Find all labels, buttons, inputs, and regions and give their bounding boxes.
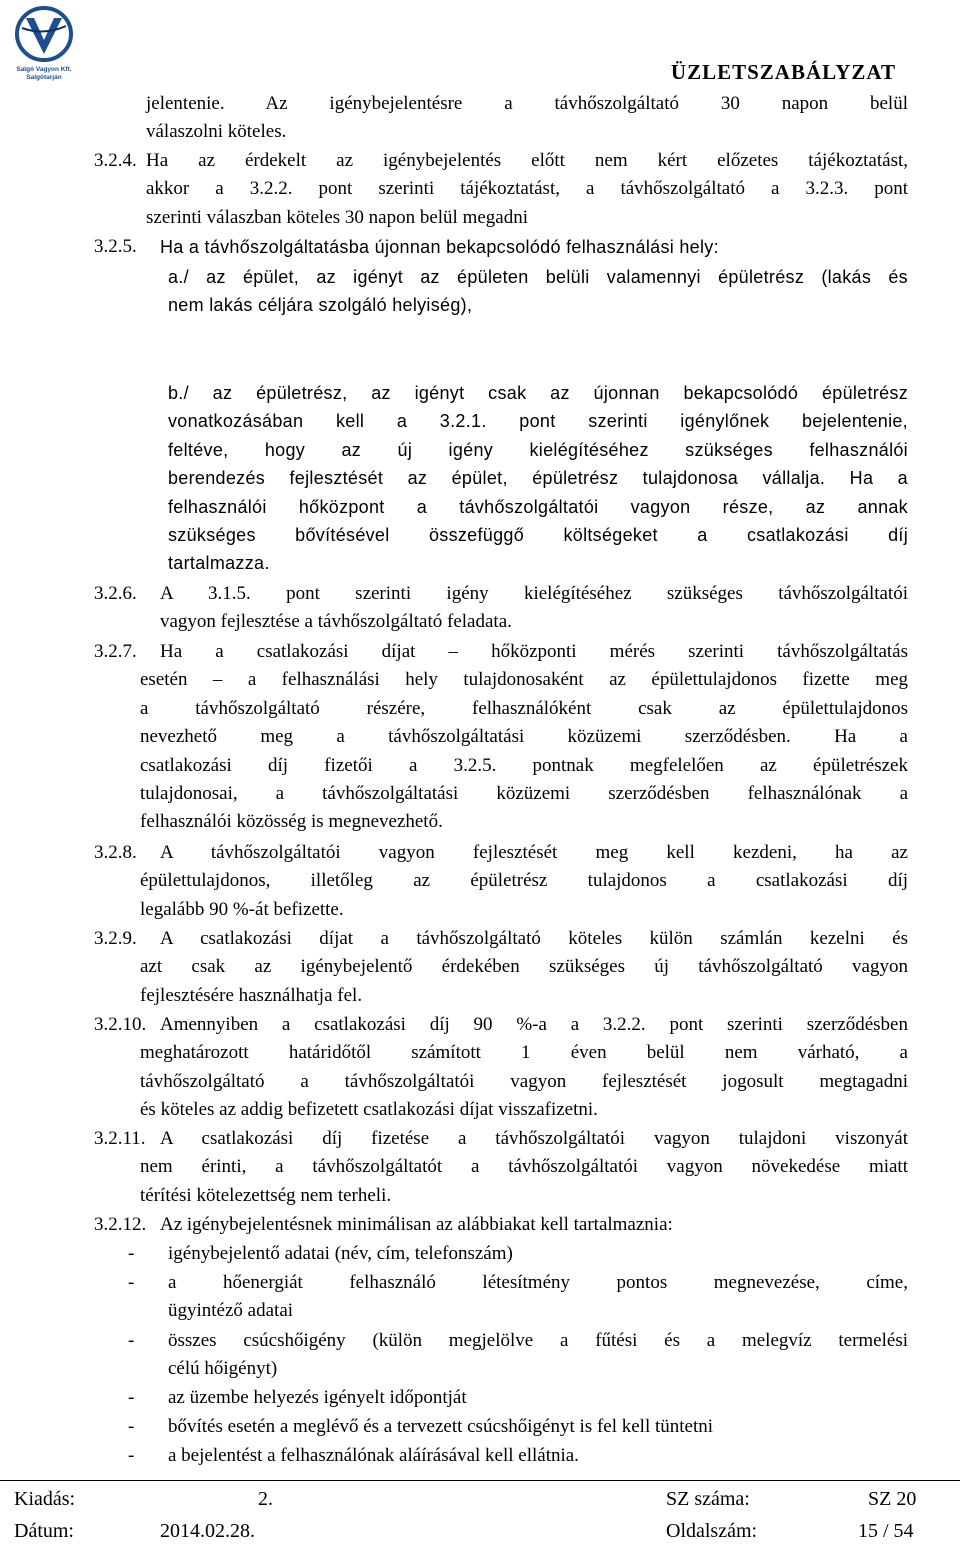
paragraph-continuation	[146, 90, 908, 147]
text-line: nevezhető meg a távhőszolgáltatási közüzemi szerződésben. Ha a	[140, 726, 908, 748]
item-a	[168, 263, 908, 320]
section-3-2-11	[140, 1125, 908, 1210]
text-line: legalább 90 %-át befizette.	[140, 898, 344, 920]
section-number: 3.2.10.	[94, 1014, 147, 1035]
text-line: távhőszolgáltató a távhőszolgáltatói vagyon fejlesztését jogosult megtagadni	[140, 1070, 908, 1092]
text-line: tartalmazza.	[168, 553, 270, 574]
footer-divider	[0, 1480, 960, 1481]
text-line: meghatározott határidőtől számított 1 éven belül nem várható, a	[140, 1042, 908, 1064]
section-3-2-7	[140, 638, 908, 837]
list-item	[168, 1327, 908, 1384]
list-dash: -	[128, 1330, 135, 1351]
v-logo-icon	[14, 6, 74, 64]
text-line: nem érinti, a távhőszolgáltatót a távhőszolgáltatói vagyon növekedése miatt	[140, 1156, 908, 1178]
text-line: A csatlakozási díjat a távhőszolgáltató köteles külön számlán kezelni és	[160, 928, 908, 949]
text-line: a bejelentést a felhasználónak aláírásával kell ellátnia.	[168, 1445, 579, 1466]
footer-sz-value: SZ 20	[868, 1488, 917, 1510]
text-line: vonatkozásában kell a 3.2.1. pont szerinti igénylőnek bejelentenie,	[168, 411, 908, 432]
text-line: nem lakás céljára szolgáló helyiség),	[168, 295, 473, 316]
section-3-2-6	[160, 580, 908, 637]
text-line: jelentenie. Az igénybejelentésre a távhőszolgáltató 30 napon belül	[146, 93, 908, 114]
section-number: 3.2.8.	[94, 842, 137, 863]
list-item	[168, 1442, 908, 1470]
text-line: berendezés fejlesztését az épület, épületrész tulajdonosa vállalja. Ha a	[168, 468, 908, 489]
list-dash: -	[128, 1272, 135, 1293]
list-dash: -	[128, 1445, 135, 1466]
section-number: 3.2.6.	[94, 583, 137, 604]
text-line: szükséges bővítésével összefüggő költségeket a csatlakozási díj	[168, 524, 908, 545]
document-title: ÜZLETSZABÁLYZAT	[670, 60, 896, 84]
text-line: Ha a csatlakozási díjat – hőközponti mérés szerinti távhőszolgáltatás	[160, 641, 908, 662]
list-dash: -	[128, 1416, 135, 1437]
text-line: csatlakozási díj fizetői a 3.2.5. pontnak megfelelően az épületrészek	[140, 754, 908, 776]
text-line: fejlesztésére használhatja fel.	[140, 984, 363, 1006]
text-line: feltéve, hogy az új igény kielégítéséhez szükséges felhasználói	[168, 439, 908, 460]
section-3-2-5	[160, 233, 908, 261]
text-line: A távhőszolgáltatói vagyon fejlesztését meg kell kezdeni, ha az	[160, 842, 908, 863]
section-3-2-9	[140, 925, 908, 1010]
text-line: a távhőszolgáltató részére, felhasználóként csak az épülettulajdonos	[140, 697, 908, 719]
list-item	[168, 1240, 908, 1268]
section-number: 3.2.9.	[94, 928, 137, 949]
section-3-2-8	[140, 839, 908, 924]
text-line: azt csak az igénybejelentő érdekében szükséges új távhőszolgáltató vagyon	[140, 956, 908, 978]
list-dash: -	[128, 1243, 135, 1264]
list-item	[168, 1384, 908, 1412]
section-number: 3.2.12.	[94, 1214, 147, 1235]
section-number: 3.2.11.	[94, 1128, 146, 1149]
text-line: épülettulajdonos, illetőleg az épületrész tulajdonos a csatlakozási díj	[140, 870, 908, 892]
text-line: a./ az épület, az igényt az épületen belüli valamennyi épületrész (lakás és	[168, 267, 908, 287]
text-line: A 3.1.5. pont szerinti igény kielégítéséhez szükséges távhőszolgáltatói	[160, 583, 908, 604]
text-line: Ha az érdekelt az igénybejelentés előtt nem kért előzetes tájékoztatást,	[146, 150, 908, 171]
company-logo	[6, 6, 82, 84]
footer-sz-label: SZ száma:	[666, 1488, 750, 1510]
list-item	[168, 1413, 908, 1441]
footer-datum-value: 2014.02.28.	[160, 1520, 255, 1542]
text-line: felhasználói hőközpont a távhőszolgáltatói vagyon része, az annak	[168, 496, 908, 517]
footer-kiadas-value: 2.	[258, 1488, 273, 1510]
logo-city: Salgótarján	[26, 74, 62, 81]
footer-kiadas-label: Kiadás:	[14, 1488, 76, 1510]
section-3-2-12	[160, 1211, 908, 1239]
footer-datum-label: Dátum:	[14, 1520, 74, 1542]
section-number: 3.2.4.	[94, 150, 137, 171]
text-line: ügyintéző adatai	[168, 1300, 294, 1322]
text-line: felhasználói közösség is megnevezhető.	[140, 811, 443, 833]
text-line: az üzembe helyezés igényelt időpontját	[168, 1387, 467, 1408]
text-line: igénybejelentő adatai (név, cím, telefonszám)	[168, 1243, 513, 1264]
text-line: összes csúcshőigény (külön megjelölve a fűtési és a melegvíz termelési	[168, 1330, 908, 1351]
text-line: térítési kötelezettség nem terheli.	[140, 1184, 392, 1206]
section-number: 3.2.7.	[94, 641, 137, 662]
text-line: célú hőigényt)	[168, 1358, 278, 1380]
section-number: 3.2.5.	[94, 236, 137, 257]
text-line: vagyon fejlesztése a távhőszolgáltató feladata.	[160, 611, 512, 633]
footer-page-number: 15 / 54	[858, 1520, 914, 1542]
text-line: Az igénybejelentésnek minimálisan az alábbiakat kell tartalmaznia:	[160, 1214, 673, 1235]
text-line: bővítés esetén a meglévő és a tervezett csúcshőigényt is fel kell tüntetni	[168, 1416, 714, 1437]
section-3-2-4	[146, 147, 908, 232]
item-b	[168, 379, 908, 578]
text-line: Amennyiben a csatlakozási díj 90 %-a a 3.2.2. pont szerinti szerződésben	[160, 1014, 908, 1035]
text-line: tulajdonosai, a távhőszolgáltatási közüzemi szerződésben felhasználónak a	[140, 782, 908, 804]
section-3-2-10	[140, 1011, 908, 1125]
text-line: esetén – a felhasználási hely tulajdonosaként az épülettulajdonos fizette meg	[140, 669, 908, 691]
text-line: és köteles az addig befizetett csatlakozási díjat visszafizetni.	[140, 1099, 598, 1121]
list-dash: -	[128, 1387, 135, 1408]
list-item	[168, 1269, 908, 1326]
text-line: Ha a távhőszolgáltatásba újonnan bekapcsolódó felhasználási hely:	[160, 237, 719, 257]
logo-company-name: Salgó Vagyon Kft.	[16, 66, 72, 73]
text-line: akkor a 3.2.2. pont szerinti tájékoztatást, a távhőszolgáltató a 3.2.3. pont	[146, 178, 908, 200]
text-line: szerinti válaszban köteles 30 napon belül megadni	[146, 206, 528, 228]
text-line: A csatlakozási díj fizetése a távhőszolgáltatói vagyon tulajdoni viszonyát	[160, 1128, 908, 1149]
text-line: a hőenergiát felhasználó létesítmény pontos megnevezése, címe,	[168, 1272, 908, 1293]
text-line: b./ az épületrész, az igényt csak az újonnan bekapcsolódó épületrész	[168, 383, 908, 403]
footer-oldal-label: Oldalszám:	[666, 1520, 758, 1542]
text-line: válaszolni köteles.	[146, 121, 287, 143]
